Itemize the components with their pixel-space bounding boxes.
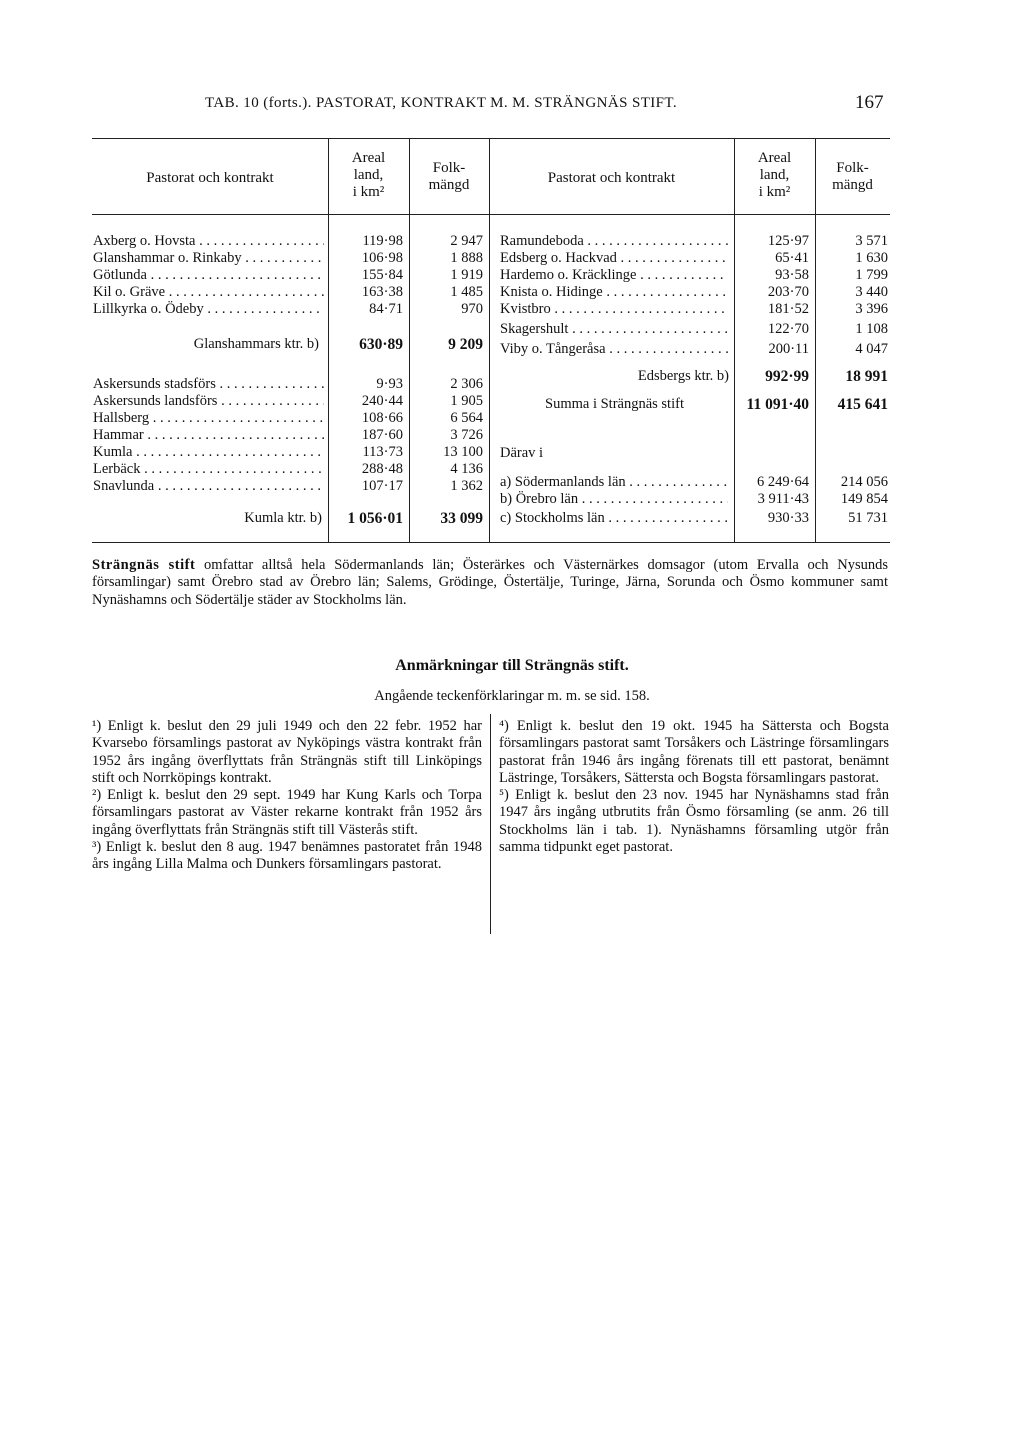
running-header: TAB. 10 (forts.). PASTORAT, KONTRAKT M. M. STRÄNGNÄS STIFT.: [205, 95, 678, 111]
table-row-area: 240·44: [361, 393, 403, 409]
table-row-area: 9·93: [376, 376, 403, 392]
subtotal-area: 1 056·01: [347, 510, 403, 527]
table-row-name: Axberg o. Hovsta . . .: [93, 233, 324, 250]
table-row-area: 6 249·64: [757, 474, 809, 490]
table-row-pop: 149 854: [840, 491, 888, 507]
footnote-1: ¹) Enligt k. beslut den 29 juli 1949 och den 22 febr. 1952 har Kvarsebo församlings pastorat av Nyköpings västra kontrakt från 1952 års ingång överflyttats från Strängnäs stift till Linköpings stift och Norrköpings kontrakt.: [92, 718, 482, 786]
table-row-area: 203·70: [767, 284, 809, 300]
table-row-pop: 4 047: [855, 341, 888, 357]
table-row-area: 181·52: [767, 301, 809, 317]
table-row-area: 125·97: [767, 233, 809, 249]
footnote-2: ²) Enligt k. beslut den 29 sept. 1949 har Kung Karls och Torpa församlingars pastorat av Väster rekarne kontrakt från 1952 års ingång överflyttats från Strängnäs stift till Västerås stift.: [92, 787, 482, 838]
table-row-name: Götlunda . . .: [93, 267, 324, 284]
table-row-name: a) Södermanlands län . . .: [500, 474, 728, 491]
table-row-name: Ramundeboda . . .: [500, 233, 728, 250]
table-row-pop: 3 396: [855, 301, 888, 317]
table-row-name: Skagershult . . .: [500, 321, 728, 338]
table-row-name: c) Stockholms län . . .: [500, 510, 728, 527]
subtotal-pop: 18 991: [845, 368, 888, 385]
diocese-text: omfattar alltså hela Södermanlands län; Österärkes och Västernärkes domsagor (utom Ervalla och Nysunds församlingar) samt Örebro stad av Örebro län; Salems, Grödinge, Östertälje, Turinge, Järna, Sorunda och Ösmo kommuner samt Nynäshamns och Södertälje städer av Stockholms län.: [92, 557, 888, 608]
table-row-name: Hardemo o. Kräcklinge . . .: [500, 267, 728, 284]
subtotal-label: Kumla ktr. b): [244, 510, 322, 526]
page-number: 167: [855, 92, 884, 113]
table-row-pop: 970: [461, 301, 483, 317]
table-row-name: b) Örebro län . . .: [500, 491, 728, 508]
table-row-pop: 1 362: [450, 478, 483, 494]
footnote-4: ⁴) Enligt k. beslut den 19 okt. 1945 ha Sättersta och Bogsta församlingars pastorat samt Torsåkers och Lästringe församlingars pastorat från 1946 års ingång förenats till ett pastorat, benämnt Lästringe, Torsåkers, Sättersta och Bogsta församlingars pastorat.: [499, 718, 889, 786]
footnote-3: ³) Enligt k. beslut den 8 aug. 1947 benämnes pastoratet från 1948 års ingång Lilla Malma och Dunkers församlingars pastorat.: [92, 839, 482, 873]
table-row-name: Kil o. Gräve . . .: [93, 284, 324, 301]
notes-subtitle: Angående teckenförklaringar m. m. se sid. 158.: [374, 688, 650, 704]
col-header-areal-left: Areal land, i km²: [351, 150, 386, 200]
table-row-name: Kvistbro . . .: [500, 301, 728, 318]
table-row-name: Lerbäck . . .: [93, 461, 324, 478]
table-row-pop: 1 888: [450, 250, 483, 266]
total-area: 11 091·40: [746, 396, 809, 413]
table-row-area: 107·17: [361, 478, 403, 494]
diocese-lead: Strängnäs stift: [92, 557, 196, 573]
table-row-name: Knista o. Hidinge . . .: [500, 284, 728, 301]
col-header-pastorat-right: Pastorat och kontrakt: [547, 170, 676, 186]
table-row-name: Glanshammar o. Rinkaby . . .: [93, 250, 324, 267]
subtotal-pop: 9 209: [448, 336, 483, 353]
table-row-area: 930·33: [767, 510, 809, 526]
col-header-folk-left: Folk- mängd: [428, 160, 470, 193]
subtotal-pop: 33 099: [440, 510, 483, 527]
table-row-area: 200·11: [768, 341, 809, 357]
table-row-pop: 6 564: [450, 410, 483, 426]
table-row-pop: 51 731: [848, 510, 888, 526]
notes-divider: [490, 714, 491, 934]
footnote-5: ⁵) Enligt k. beslut den 23 nov. 1945 har Nynäshamns stad från 1947 års ingång utbrutits från Ösmo församling (se anm. 26 till Stockholms län i tab. 1). Nynäshamns församling utgör från samma tidpunkt eget pastorat.: [499, 787, 889, 856]
table-row-pop: 1 485: [450, 284, 483, 300]
table-row-pop: 3 440: [855, 284, 888, 300]
table-row-area: 108·66: [361, 410, 403, 426]
table-row-area: 3 911·43: [757, 491, 809, 507]
table-row-name: Edsberg o. Hackvad . . .: [500, 250, 728, 267]
table-row-pop: 1 905: [450, 393, 483, 409]
table-row-name: Lillkyrka o. Ödeby . . .: [93, 301, 324, 318]
table-row-area: 187·60: [361, 427, 403, 443]
table-row-name: Hallsberg . . .: [93, 410, 324, 427]
table-row-pop: 214 056: [840, 474, 888, 490]
table-row-pop: 1 108: [855, 321, 888, 337]
subtotal-area: 992·99: [765, 368, 809, 385]
table-row-area: 65·41: [775, 250, 809, 266]
col-divider-3: [489, 138, 490, 542]
col-header-pastorat-left: Pastorat och kontrakt: [146, 170, 274, 186]
table-row-area: 93·58: [775, 267, 809, 283]
table-row-name: Askersunds landsförs . . .: [93, 393, 324, 410]
table-row-area: 84·71: [369, 301, 403, 317]
table-bottom-rule: [92, 542, 890, 543]
subtotal-label: Glanshammars ktr. b): [193, 336, 319, 352]
table-row-pop: 1 630: [855, 250, 888, 266]
subtotal-label: Edsbergs ktr. b): [637, 368, 729, 384]
table-row-pop: 1 919: [450, 267, 483, 283]
subtotal-area: 630·89: [359, 336, 403, 353]
table-row-area: 122·70: [767, 321, 809, 337]
table-row-area: 163·38: [361, 284, 403, 300]
notes-left-column: [92, 718, 482, 874]
col-header-areal-right: Areal land, i km²: [757, 150, 792, 200]
table-row-name: Askersunds stadsförs . . .: [93, 376, 324, 393]
table-row-name: Hammar . . .: [93, 427, 324, 444]
total-pop: 415 641: [837, 396, 888, 413]
table-row-area: 106·98: [361, 250, 403, 266]
table-row-pop: 4 136: [450, 461, 483, 477]
table-row-area: 113·73: [362, 444, 403, 460]
table-row-pop: 13 100: [443, 444, 483, 460]
table-row-pop: 3 571: [855, 233, 888, 249]
notes-right-column: [499, 718, 889, 856]
table-row-pop: 3 726: [450, 427, 483, 443]
table-row-pop: 1 799: [855, 267, 888, 283]
table-row-name: Viby o. Tångeråsa . . .: [500, 341, 728, 358]
table-row-name: Snavlunda . . .: [93, 478, 324, 495]
table-row-area: 155·84: [361, 267, 403, 283]
table-header-rule: [92, 214, 890, 215]
table-row-area: 119·98: [362, 233, 403, 249]
table-row-name: Kumla . . .: [93, 444, 324, 461]
table-row-pop: 2 947: [450, 233, 483, 249]
table-row-area: 288·48: [361, 461, 403, 477]
notes-title: Anmärkningar till Strängnäs stift.: [395, 657, 629, 674]
breakdown-label: Därav i: [500, 445, 544, 461]
col-header-folk-right: Folk- mängd: [832, 160, 873, 193]
table-row-pop: 2 306: [450, 376, 483, 392]
diocese-description: [92, 557, 888, 609]
total-label: Summa i Strängnäs stift: [545, 396, 684, 412]
table-top-rule: [92, 138, 890, 139]
